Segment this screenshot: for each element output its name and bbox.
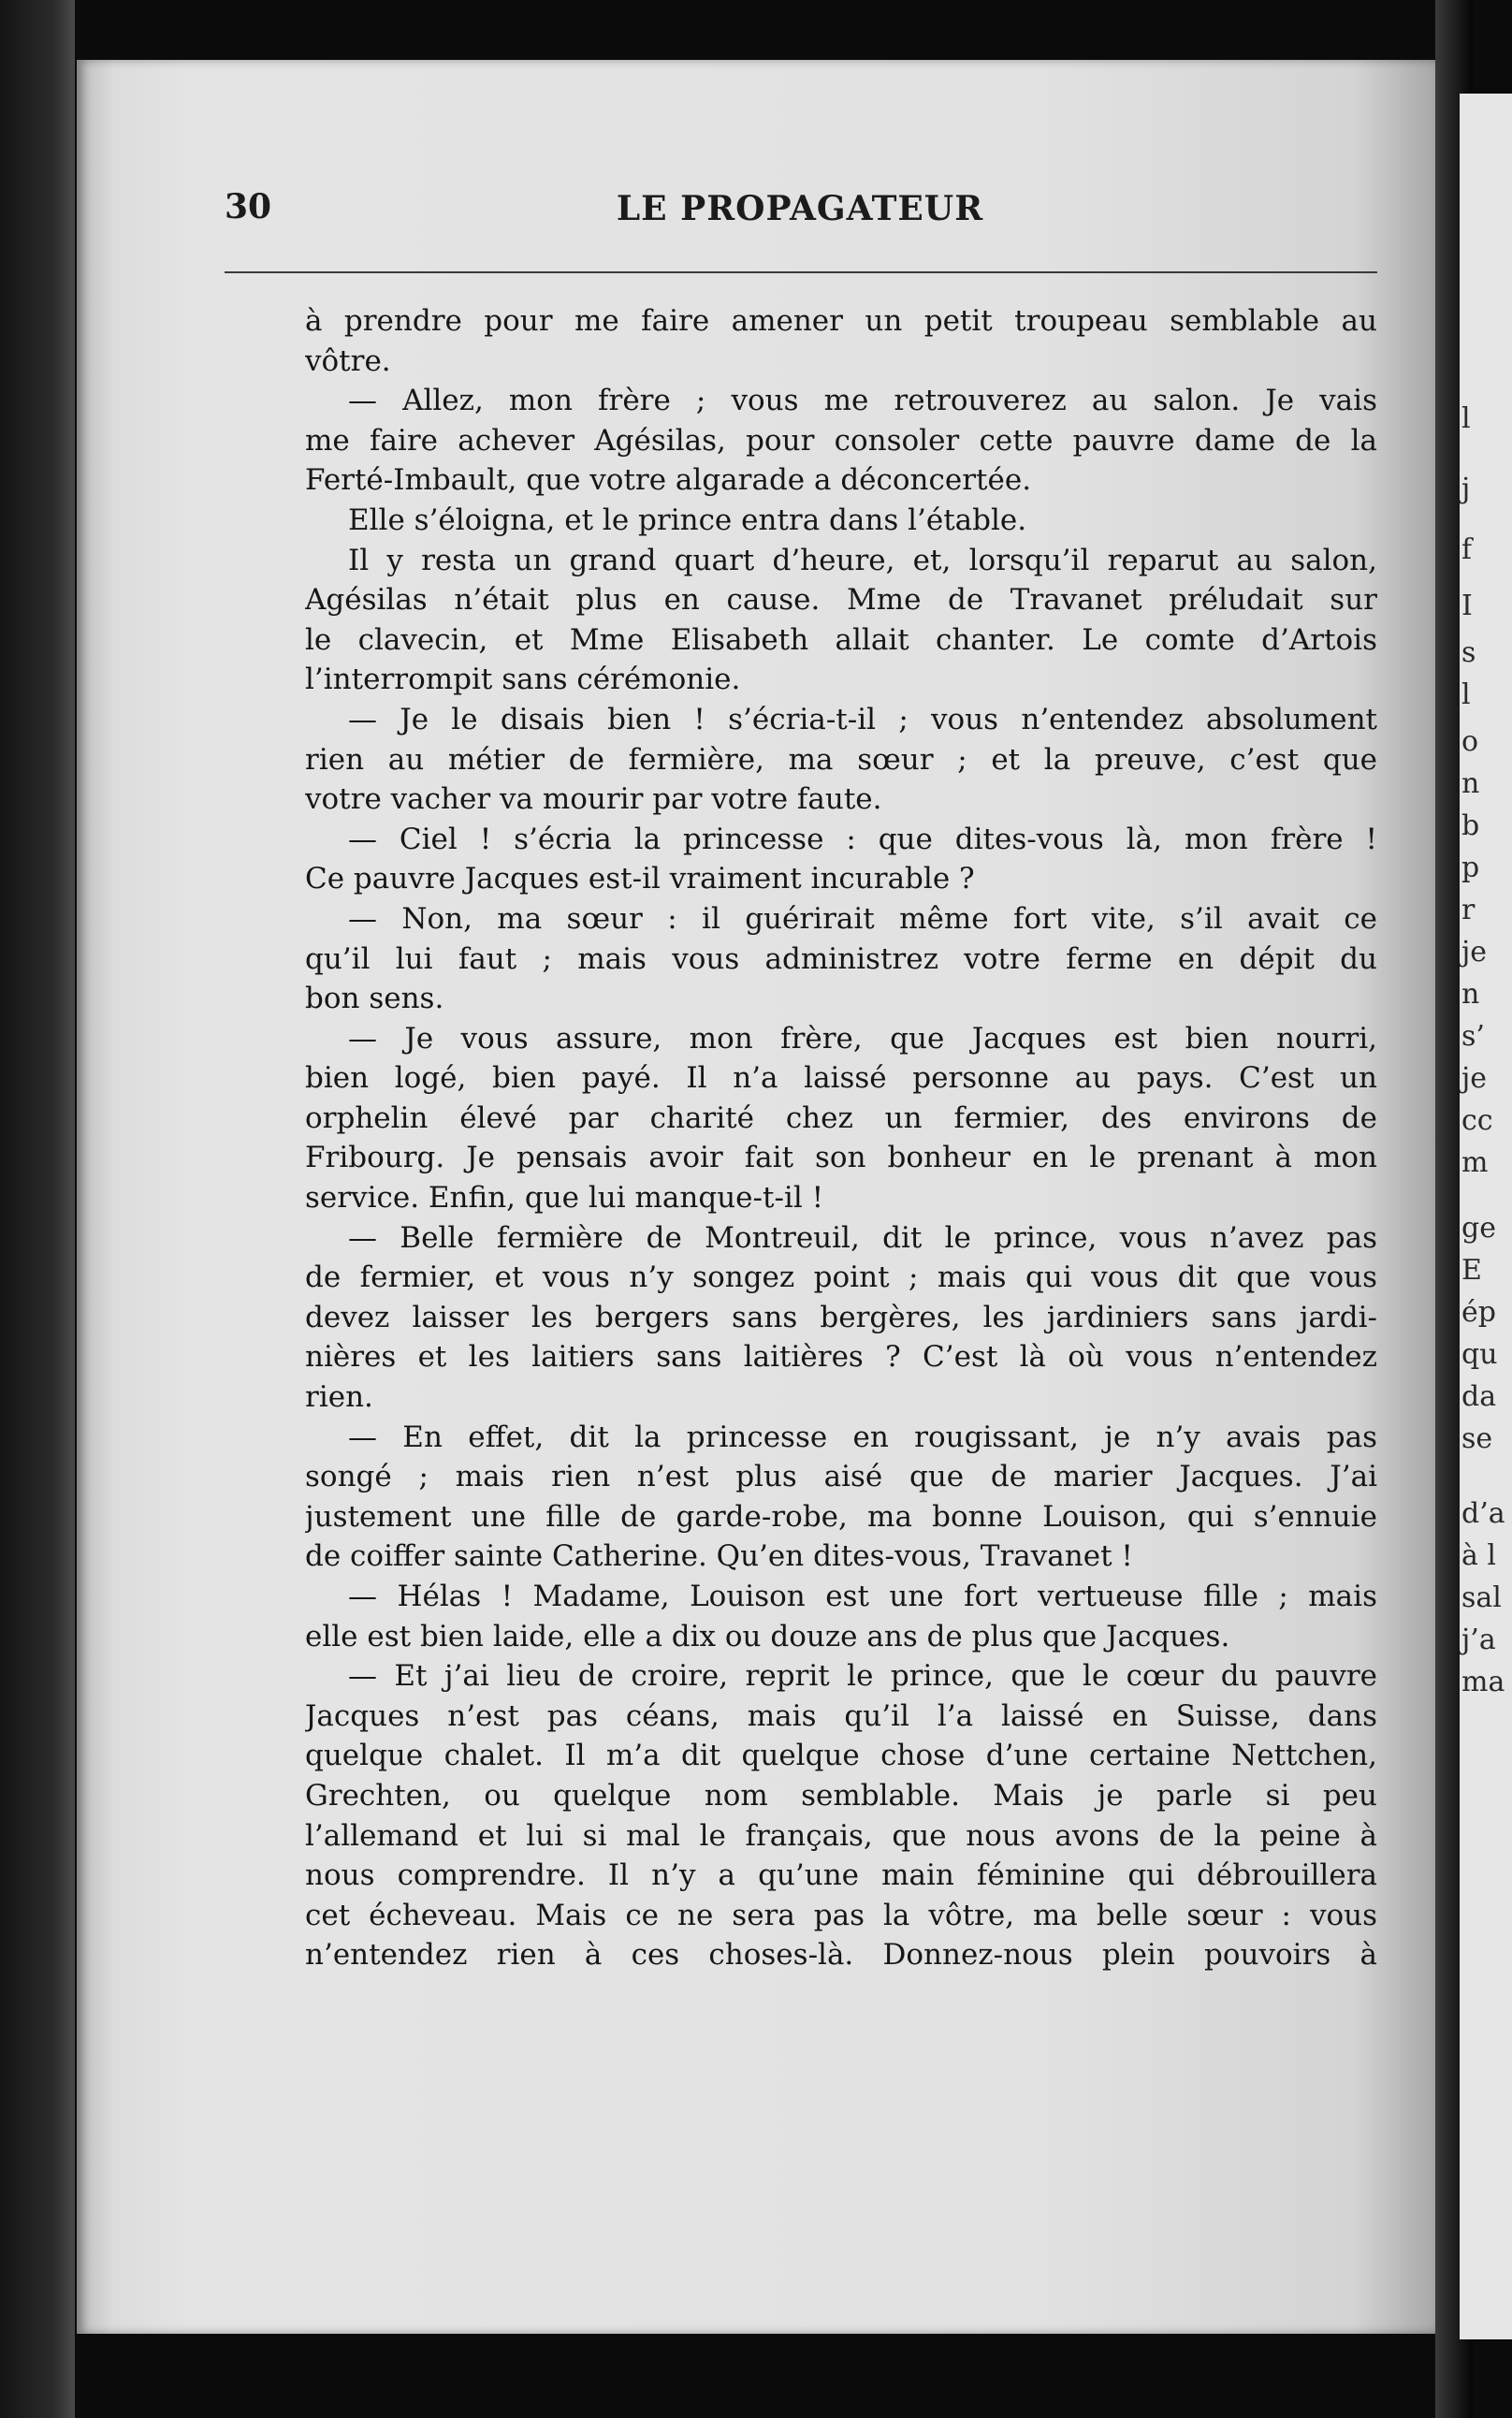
facing-page-fragment: sal <box>1461 1581 1502 1614</box>
text-line: Ferté-Imbault, que votre algarade a déconcertée. <box>305 463 1032 498</box>
text-line: nières et les laitiers sans laitières ? C’est là où vous n’entendez <box>305 1340 1377 1375</box>
text-line: — Je le disais bien ! s’écria-t-il ; vous n’entendez absolument <box>348 702 1377 736</box>
text-line: l’allemand et lui si mal le français, que nous avons de la peine à <box>305 1818 1377 1853</box>
text-line: de coiffer sainte Catherine. Qu’en dites-vous, Travanet ! <box>305 1539 1133 1574</box>
facing-page-fragment: o <box>1461 725 1479 758</box>
text-line: rien au métier de fermière, ma sœur ; et la preuve, c’est que <box>305 742 1377 777</box>
text-line: rien. <box>305 1380 373 1415</box>
facing-page-fragment: da <box>1461 1380 1497 1413</box>
facing-page-fragment: p <box>1461 852 1480 884</box>
facing-page-fragment: cc <box>1461 1104 1493 1137</box>
text-line: — En effet, dit la princesse en rougissant, je n’y avais pas <box>348 1420 1377 1454</box>
text-line: — Allez, mon frère ; vous me retrouverez au salon. Je vais <box>348 384 1377 418</box>
text-line: le clavecin, et Mme Elisabeth allait chanter. Le comte d’Artois <box>305 622 1377 657</box>
facing-page-fragment: l <box>1461 402 1471 435</box>
facing-page-fragment: d’a <box>1461 1497 1505 1530</box>
facing-page-fragment: E <box>1461 1254 1482 1287</box>
text-line: — Belle fermière de Montreuil, dit le prince, vous n’avez pas <box>348 1220 1377 1255</box>
text-line: Agésilas n’était plus en cause. Mme de Travanet préludait sur <box>305 583 1377 618</box>
text-line: orphelin élevé par charité chez un fermier, des environs de <box>305 1100 1377 1135</box>
text-line: Grechten, ou quelque nom semblable. Mais je parle si peu <box>305 1778 1377 1813</box>
text-line: devez laisser les bergers sans bergères, les jardiniers sans jardi- <box>305 1300 1377 1334</box>
text-line: Elle s’éloigna, et le prince entra dans l’étable. <box>348 503 1027 537</box>
text-line: Il y resta un grand quart d’heure, et, lorsqu’il reparut au salon, <box>348 543 1377 577</box>
body-text <box>305 301 1377 1975</box>
facing-page-fragment: à l <box>1461 1539 1497 1572</box>
facing-page-fragment: j’a <box>1461 1624 1496 1656</box>
text-line: votre vacher va mourir par votre faute. <box>305 782 882 817</box>
facing-page-fragment: s <box>1461 636 1476 669</box>
facing-page-fragment: ép <box>1461 1296 1496 1329</box>
text-line: n’entendez rien à ces choses-là. Donnez-nous plein pouvoirs à <box>305 1938 1377 1973</box>
text-line: service. Enfin, que lui manque-t-il ! <box>305 1181 824 1216</box>
text-line: l’interrompit sans cérémonie. <box>305 663 741 697</box>
text-line: — Non, ma sœur : il guérirait même fort vite, s’il avait ce <box>348 901 1377 936</box>
facing-page-fragment: j <box>1461 473 1471 505</box>
running-head <box>225 187 1375 243</box>
facing-page-fragment: f <box>1461 533 1473 566</box>
facing-page-fragment: ge <box>1461 1212 1496 1245</box>
text-line: — Et j’ai lieu de croire, reprit le prince, que le cœur du pauvre <box>348 1659 1377 1694</box>
page-number: 30 <box>225 187 272 226</box>
facing-page-fragment: se <box>1461 1422 1493 1455</box>
text-line: — Je vous assure, mon frère, que Jacques est bien nourri, <box>348 1021 1377 1056</box>
text-line: justement une fille de garde-robe, ma bonne Louison, qui s’ennuie <box>305 1499 1377 1534</box>
facing-page-fragment: n <box>1461 767 1480 800</box>
text-line: nous comprendre. Il n’y a qu’une main féminine qui débrouillera <box>305 1858 1377 1893</box>
text-line: qu’il lui faut ; mais vous administrez votre ferme en dépit du <box>305 941 1377 976</box>
facing-page-fragment: r <box>1461 894 1476 926</box>
text-line: me faire achever Agésilas, pour consoler cette pauvre dame de la <box>305 423 1377 458</box>
text-line: Fribourg. Je pensais avoir fait son bonheur en le prenant à mon <box>305 1141 1377 1175</box>
text-line: cet écheveau. Mais ce ne sera pas la vôtre, ma belle sœur : vous <box>305 1898 1377 1932</box>
header-rule <box>225 271 1377 273</box>
text-line: Ce pauvre Jacques est-il vraiment incurable ? <box>305 862 975 896</box>
text-line: — Hélas ! Madame, Louison est une fort vertueuse fille ; mais <box>348 1580 1377 1613</box>
text-line: vôtre. <box>305 343 391 378</box>
text-line: elle est bien laide, elle a dix ou douze ans de plus que Jacques. <box>305 1619 1230 1653</box>
facing-page-fragment: ma <box>1461 1666 1505 1698</box>
text-line: bien logé, bien payé. Il n’a laissé personne au pays. C’est un <box>305 1061 1377 1096</box>
text-line: à prendre pour me faire amener un petit troupeau semblable au <box>305 304 1377 338</box>
running-title: LE PROPAGATEUR <box>616 189 984 228</box>
facing-page-edge <box>1460 94 1512 2339</box>
facing-page-fragment: m <box>1461 1146 1489 1179</box>
facing-page-fragment: s’ <box>1461 1020 1485 1053</box>
facing-page-fragment: b <box>1461 809 1480 842</box>
scan-left-edge <box>0 0 75 2418</box>
facing-page-fragment: je <box>1461 1062 1488 1095</box>
facing-page-fragment: n <box>1461 978 1480 1011</box>
text-line: bon sens. <box>305 982 444 1016</box>
text-line: de fermier, et vous n’y songez point ; mais qui vous dit que vous <box>305 1260 1377 1295</box>
facing-page-fragment: je <box>1461 936 1488 969</box>
facing-page-fragment: qu <box>1461 1338 1498 1371</box>
text-line: — Ciel ! s’écria la princesse : que dites-vous là, mon frère ! <box>348 822 1377 856</box>
text-line: songé ; mais rien n’est plus aisé que de marier Jacques. J’ai <box>305 1460 1377 1494</box>
text-line: quelque chalet. Il m’a dit quelque chose d’une certaine Nettchen, <box>305 1739 1377 1773</box>
facing-page-fragment: I <box>1461 590 1473 622</box>
text-line: Jacques n’est pas céans, mais qu’il l’a laissé en Suisse, dans <box>305 1698 1377 1733</box>
facing-page-fragment: l <box>1461 678 1471 711</box>
